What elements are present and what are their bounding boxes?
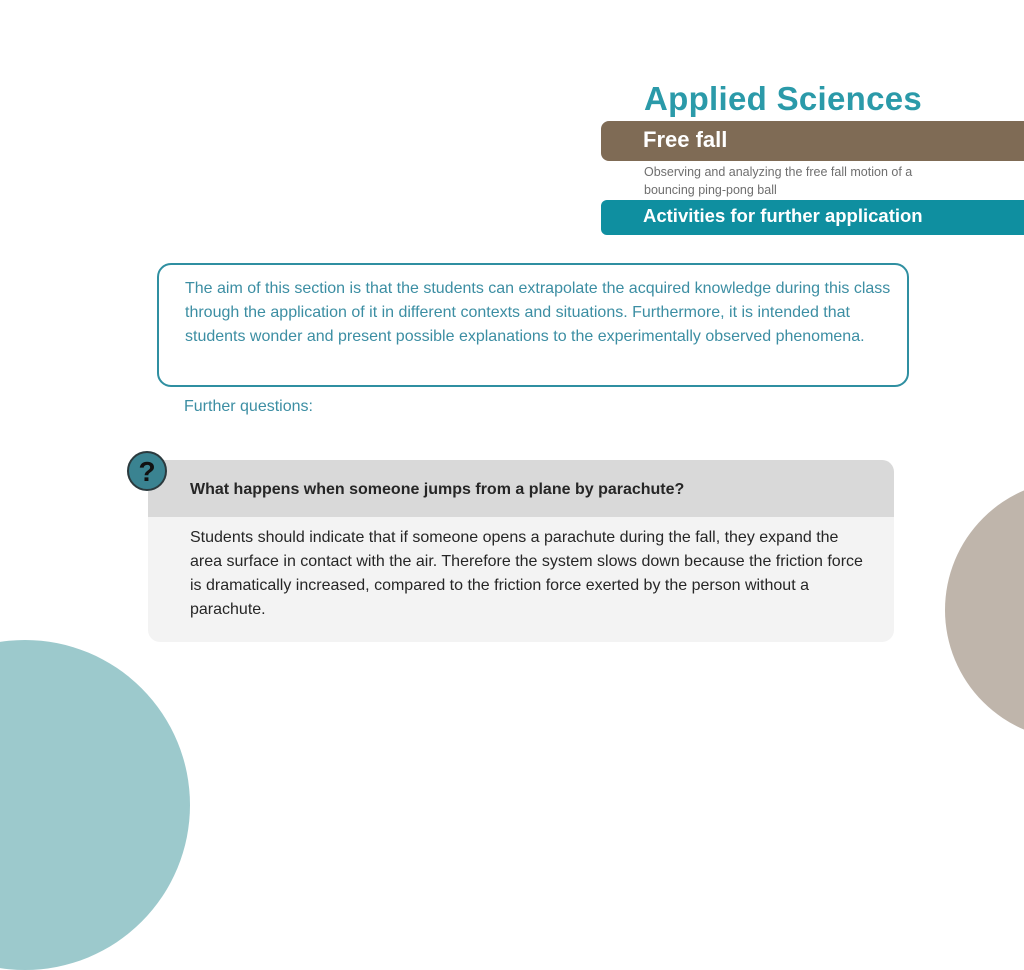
decorative-taupe-circle <box>945 480 1024 740</box>
page-subtitle: Observing and analyzing the free fall motion of a bouncing ping-pong ball <box>644 165 913 197</box>
aim-text: The aim of this section is that the students can extrapolate the acquired knowledge during this class through the application of it in different contexts and situations. Furthermore, it is intended that students wonder and present possible explanations to the experimentally observed phenomena. <box>185 280 891 345</box>
title-banner <box>601 121 1024 161</box>
section-title: Activities for further application <box>643 205 923 226</box>
answer-text: Students should indicate that if someone opens a parachute during the fall, they expand the area surface in contact with the air. Therefore the system slows down because the friction force is dramatically increased, compared to the friction force exerted by the person without a parachute. <box>190 529 863 618</box>
question-text: What happens when someone jumps from a plane by parachute? <box>190 481 685 498</box>
section-banner <box>601 200 1024 235</box>
brand-logo-text: Applied Sciences <box>644 80 923 117</box>
decorative-teal-circle <box>0 640 190 970</box>
question-header <box>148 460 894 517</box>
question-card <box>148 460 894 642</box>
question-mark-icon: ? <box>127 451 167 491</box>
aim-box <box>157 263 909 387</box>
page-title: Free fall <box>643 127 728 152</box>
further-questions-label: Further questions: <box>184 398 313 415</box>
